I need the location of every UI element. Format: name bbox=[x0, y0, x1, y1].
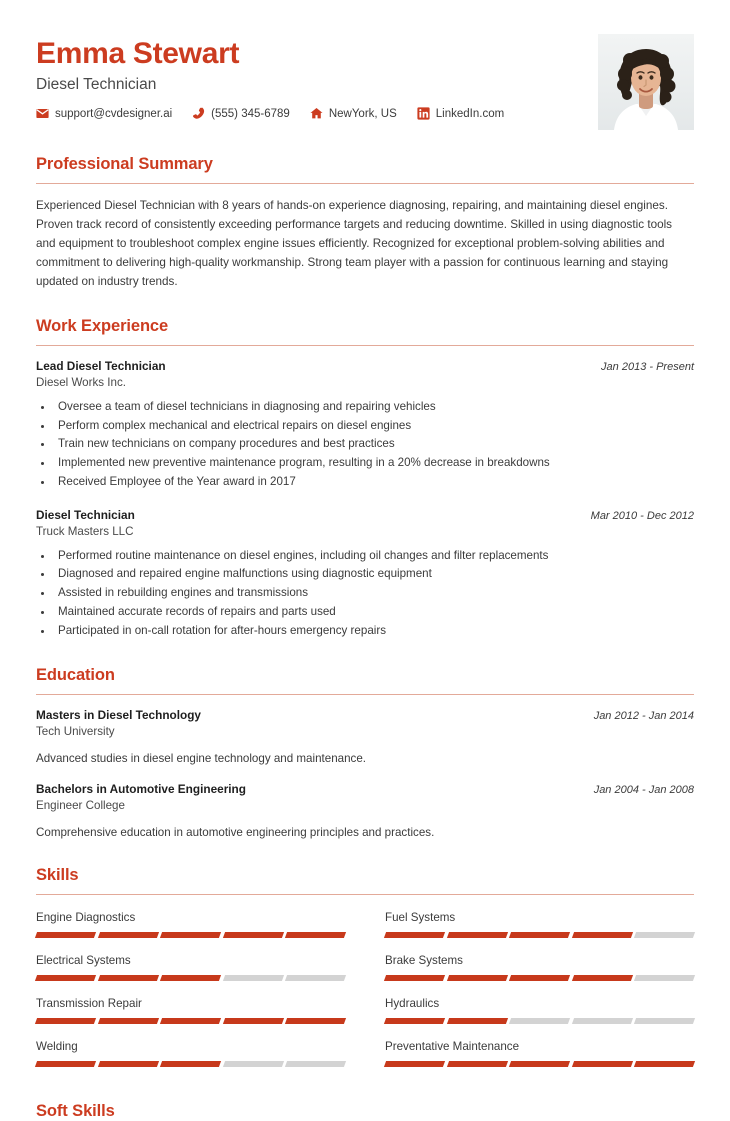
skill-name: Welding bbox=[36, 1040, 78, 1054]
entry-description: Comprehensive education in automotive engineering principles and practices. bbox=[36, 825, 435, 839]
skill-level-segment bbox=[634, 1018, 695, 1024]
skill-level-segment bbox=[285, 932, 346, 938]
skill-level-segment bbox=[509, 932, 570, 938]
skill-level-segment bbox=[572, 1061, 633, 1067]
skill-level-bar bbox=[36, 932, 345, 938]
skill-level-segment bbox=[223, 932, 284, 938]
skill-level-segment bbox=[160, 932, 221, 938]
skill-level-segment bbox=[35, 975, 96, 981]
skill-item bbox=[36, 1037, 345, 1080]
skill-level-segment bbox=[285, 1061, 346, 1067]
entry-bullet: • Train new technicians on company procedures and best practices bbox=[54, 435, 694, 454]
entry-header bbox=[36, 508, 694, 522]
skills-grid bbox=[36, 908, 694, 1080]
section-soft-skills bbox=[36, 1102, 694, 1121]
education-entry bbox=[36, 782, 694, 841]
skill-name: Transmission Repair bbox=[36, 997, 142, 1011]
entry-role: Masters in Diesel Technology bbox=[36, 707, 201, 722]
skill-level-segment bbox=[384, 1018, 445, 1024]
skill-item bbox=[36, 951, 345, 994]
skill-level-segment bbox=[223, 975, 284, 981]
entry-date: Jan 2004 - Jan 2008 bbox=[593, 783, 694, 796]
skill-level-segment bbox=[285, 1018, 346, 1024]
skill-level-segment bbox=[509, 1061, 570, 1067]
contact-list bbox=[36, 107, 504, 120]
section-divider bbox=[36, 183, 694, 184]
skill-level-segment bbox=[98, 975, 159, 981]
skill-level-segment bbox=[447, 1018, 508, 1024]
entry-bullet: • Performed routine maintenance on diesel engines, including oil changes and filter replacements bbox=[54, 547, 694, 566]
entry-bullet: • Perform complex mechanical and electrical repairs on diesel engines bbox=[54, 417, 694, 436]
entry-date: Jan 2013 - Present bbox=[601, 360, 694, 373]
skill-level-segment bbox=[160, 1061, 221, 1067]
education-entry bbox=[36, 708, 694, 767]
entry-organization: Tech University bbox=[36, 724, 115, 738]
skill-name: Preventative Maintenance bbox=[385, 1040, 520, 1054]
skill-level-segment bbox=[160, 1018, 221, 1024]
entry-organization: Engineer College bbox=[36, 798, 125, 812]
section-title-work: Work Experience bbox=[36, 316, 169, 335]
skill-level-bar bbox=[385, 975, 694, 981]
resume-header bbox=[36, 34, 694, 130]
skill-level-segment bbox=[35, 1061, 96, 1067]
skill-item bbox=[385, 994, 694, 1037]
skill-level-segment bbox=[447, 1061, 508, 1067]
skill-level-segment bbox=[572, 1018, 633, 1024]
envelope-icon bbox=[36, 107, 49, 120]
skill-level-bar bbox=[36, 1061, 345, 1067]
section-title-skills: Skills bbox=[36, 866, 79, 885]
skill-name: Engine Diagnostics bbox=[36, 911, 136, 925]
skill-item bbox=[385, 1037, 694, 1080]
skill-name: Brake Systems bbox=[385, 954, 463, 968]
entry-role: Bachelors in Automotive Engineering bbox=[36, 781, 246, 796]
section-title-education: Education bbox=[36, 665, 115, 684]
entry-bullet: • Oversee a team of diesel technicians in diagnosing and repairing vehicles bbox=[54, 398, 694, 417]
skill-level-segment bbox=[447, 975, 508, 981]
entry-bullet: • Assisted in rebuilding engines and transmissions bbox=[54, 584, 694, 603]
entry-header bbox=[36, 359, 694, 373]
skill-level-segment bbox=[384, 1061, 445, 1067]
section-divider bbox=[36, 894, 694, 895]
skill-level-segment bbox=[160, 975, 221, 981]
skill-level-segment bbox=[634, 932, 695, 938]
avatar bbox=[598, 34, 694, 130]
contact-location[interactable] bbox=[310, 107, 397, 120]
skill-level-segment bbox=[572, 932, 633, 938]
skill-item bbox=[36, 994, 345, 1037]
entry-bullet-list bbox=[54, 398, 694, 492]
skill-level-segment bbox=[509, 975, 570, 981]
contact-phone[interactable] bbox=[192, 107, 290, 120]
section-title-soft-skills: Soft Skills bbox=[36, 1102, 115, 1121]
skill-level-segment bbox=[223, 1018, 284, 1024]
section-divider bbox=[36, 345, 694, 346]
work-entry bbox=[36, 359, 694, 492]
entry-organization: Diesel Works Inc. bbox=[36, 375, 126, 389]
job-title: Diesel Technician bbox=[36, 76, 157, 94]
entry-bullet-list bbox=[54, 547, 694, 641]
contact-linkedin[interactable] bbox=[417, 107, 504, 120]
skill-level-segment bbox=[35, 932, 96, 938]
skill-level-segment bbox=[572, 975, 633, 981]
entry-header bbox=[36, 782, 694, 796]
skill-level-bar bbox=[385, 1018, 694, 1024]
skill-level-bar bbox=[385, 1061, 694, 1067]
entry-role: Diesel Technician bbox=[36, 507, 135, 522]
phone-icon bbox=[192, 107, 205, 120]
skill-level-bar bbox=[385, 932, 694, 938]
education-entry-list bbox=[36, 708, 694, 842]
skill-level-segment bbox=[384, 975, 445, 981]
entry-header bbox=[36, 708, 694, 722]
entry-bullet: • Maintained accurate records of repairs and parts used bbox=[54, 603, 694, 622]
entry-date: Jan 2012 - Jan 2014 bbox=[593, 709, 694, 722]
skill-level-segment bbox=[98, 1018, 159, 1024]
skill-level-segment bbox=[98, 1061, 159, 1067]
section-work-experience bbox=[36, 317, 694, 641]
skill-name: Electrical Systems bbox=[36, 954, 131, 968]
entry-date: Mar 2010 - Dec 2012 bbox=[590, 509, 694, 522]
contact-linkedin-text: LinkedIn.com bbox=[435, 107, 505, 120]
entry-bullet: • Participated in on-call rotation for after-hours emergency repairs bbox=[54, 622, 694, 641]
contact-email-text: support@cvdesigner.ai bbox=[55, 107, 173, 120]
skill-level-segment bbox=[509, 1018, 570, 1024]
contact-location-text: NewYork, US bbox=[328, 107, 397, 120]
entry-bullet: • Diagnosed and repaired engine malfunctions using diagnostic equipment bbox=[54, 565, 694, 584]
skill-level-segment bbox=[384, 932, 445, 938]
entry-role: Lead Diesel Technician bbox=[36, 358, 166, 373]
entry-organization: Truck Masters LLC bbox=[36, 524, 134, 538]
section-skills bbox=[36, 866, 694, 1080]
skill-level-segment bbox=[223, 1061, 284, 1067]
skill-level-segment bbox=[285, 975, 346, 981]
skill-level-segment bbox=[634, 975, 695, 981]
skill-level-bar bbox=[36, 975, 345, 981]
section-divider bbox=[36, 694, 694, 695]
page-title: Emma Stewart bbox=[36, 37, 240, 70]
contact-phone-text: (555) 345-6789 bbox=[211, 107, 290, 120]
skill-level-segment bbox=[447, 932, 508, 938]
skill-name: Fuel Systems bbox=[385, 911, 456, 925]
linkedin-icon bbox=[417, 107, 430, 120]
work-entry-list bbox=[36, 359, 694, 641]
section-title-summary: Professional Summary bbox=[36, 155, 213, 173]
skill-level-bar bbox=[36, 1018, 345, 1024]
skill-level-segment bbox=[35, 1018, 96, 1024]
section-education bbox=[36, 666, 694, 842]
entry-description: Advanced studies in diesel engine technology and maintenance. bbox=[36, 751, 367, 765]
skill-name: Hydraulics bbox=[385, 997, 440, 1011]
entry-bullet: • Implemented new preventive maintenance program, resulting in a 20% decrease in breakdowns bbox=[54, 454, 694, 473]
skill-item bbox=[385, 908, 694, 951]
skill-item bbox=[36, 908, 345, 951]
header-text-block bbox=[36, 34, 504, 120]
entry-bullet: • Received Employee of the Year award in 2017 bbox=[54, 473, 694, 492]
skill-level-segment bbox=[98, 932, 159, 938]
section-professional-summary bbox=[36, 155, 694, 292]
skill-level-segment bbox=[634, 1061, 695, 1067]
work-entry bbox=[36, 508, 694, 641]
contact-email[interactable] bbox=[36, 107, 172, 120]
skill-item bbox=[385, 951, 694, 994]
summary-text: Experienced Diesel Technician with 8 years of hands-on experience diagnosing, repairing, and maintaining diesel engines. Proven track record of consistently exceeding performance targets and reducing downtime. Skilled in using diagnostic tools and equipment to troubleshoot complex engine issues efficiently. Recognized for exceptional problem-solving abilities and commitment to delivering high-quality workmanship. Strong team player with a passion for continuous learning and staying updated on industry trends. bbox=[36, 199, 673, 288]
home-icon bbox=[310, 107, 323, 120]
